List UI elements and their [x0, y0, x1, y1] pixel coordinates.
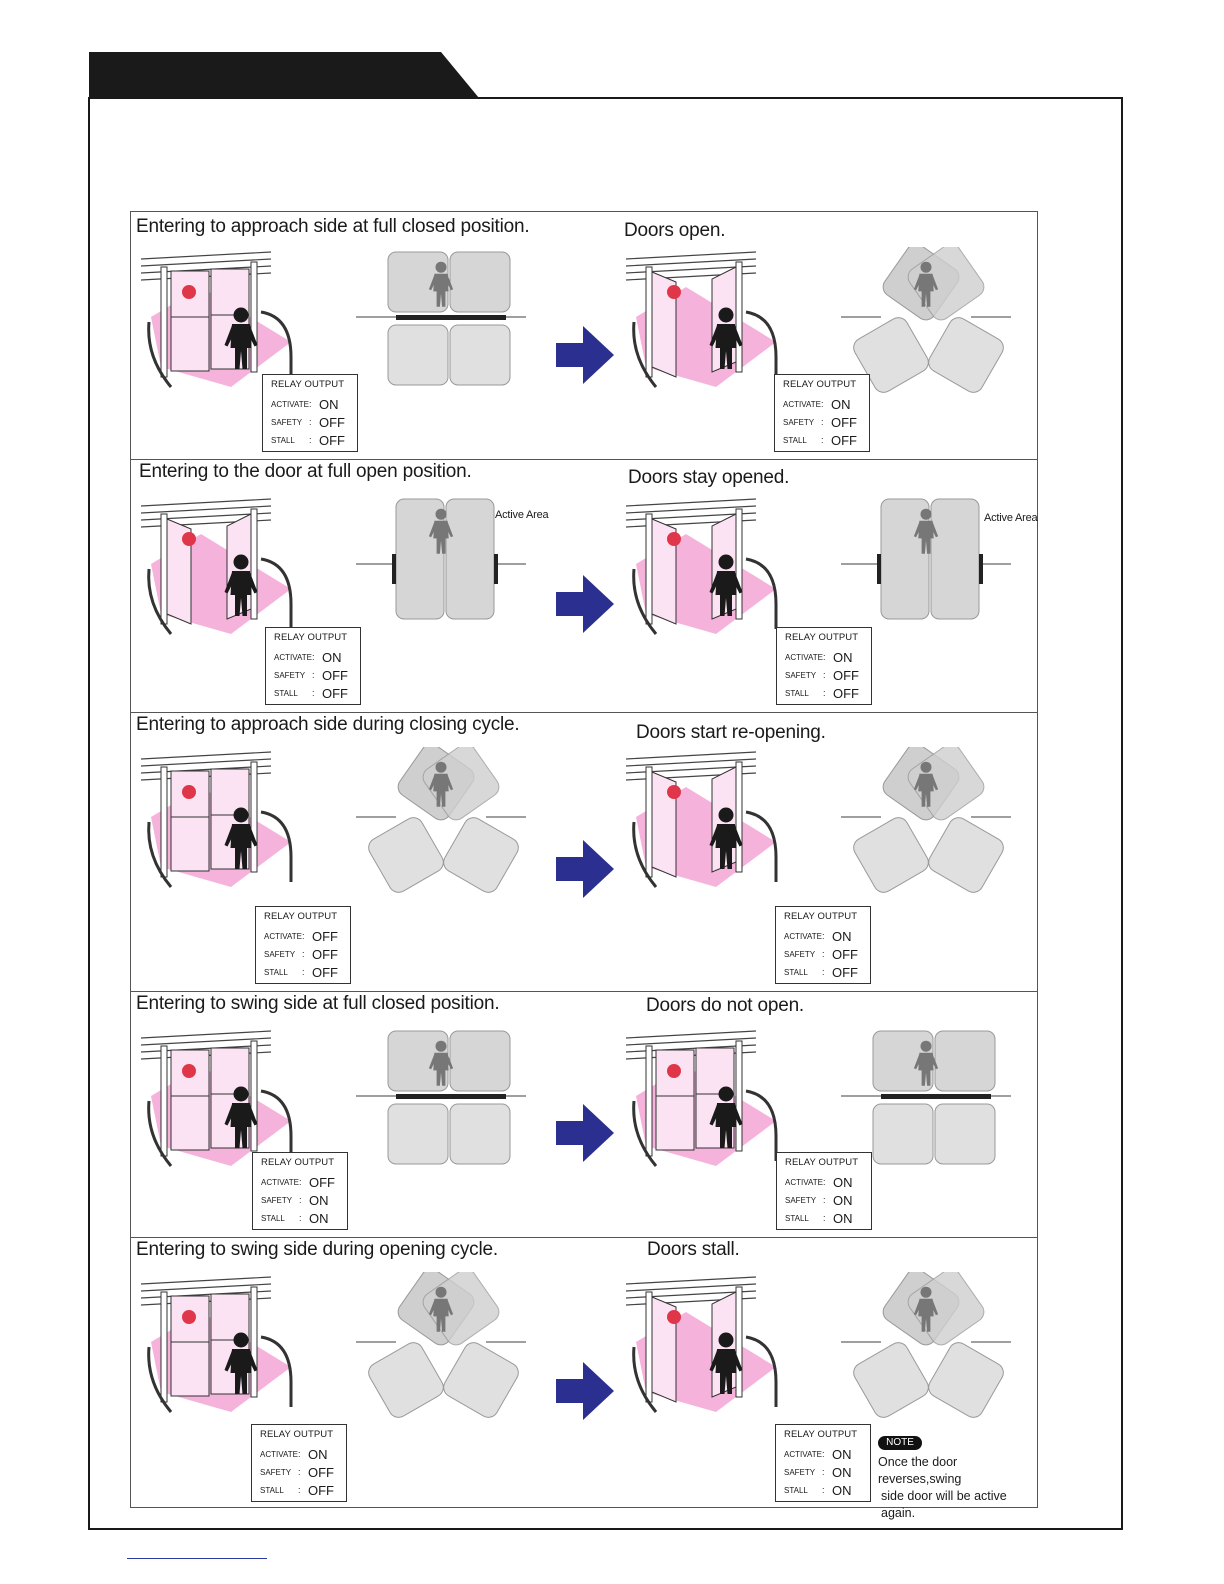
relay-value: ON	[832, 1465, 852, 1480]
relay-value: OFF	[312, 947, 338, 962]
relay-value: OFF	[322, 686, 348, 701]
relay-value: ON	[832, 1447, 852, 1462]
right-caption: Doors stall.	[647, 1239, 740, 1260]
right-caption: Doors open.	[624, 220, 726, 241]
active-area-label: Active Area	[984, 512, 1038, 524]
relay-label: ACTIVATE	[783, 400, 821, 409]
relay-value: ON	[833, 1175, 853, 1190]
relay-output-box	[265, 627, 361, 705]
relay-label: STALL	[785, 689, 809, 698]
scenario-row	[131, 459, 1037, 712]
relay-value: OFF	[319, 415, 345, 430]
row-divider	[131, 991, 1037, 992]
note-line-1: Once the door reverses,swing	[878, 1455, 962, 1486]
relay-output-title: RELAY OUTPUT	[784, 911, 858, 922]
right-arrow-icon	[556, 326, 614, 384]
relay-output-box	[775, 1424, 871, 1502]
relay-label: ACTIVATE	[784, 1450, 822, 1459]
relay-output-title: RELAY OUTPUT	[261, 1157, 335, 1168]
right-caption: Doors stay opened.	[628, 467, 790, 488]
relay-label: SAFETY	[785, 671, 817, 680]
relay-colon: :	[312, 688, 315, 698]
relay-value: OFF	[832, 965, 858, 980]
relay-output-box	[776, 1152, 872, 1230]
relay-output-title: RELAY OUTPUT	[260, 1429, 334, 1440]
relay-colon: :	[822, 949, 825, 959]
relay-value: OFF	[312, 965, 338, 980]
relay-colon: :	[299, 1213, 302, 1223]
relay-colon: :	[823, 688, 826, 698]
relay-colon: :	[822, 931, 825, 941]
relay-colon: :	[299, 1195, 302, 1205]
relay-colon: :	[309, 399, 312, 409]
relay-colon: :	[309, 435, 312, 445]
relay-value: ON	[833, 650, 853, 665]
row-divider	[131, 1237, 1037, 1238]
left-caption: Entering to swing side at full closed position.	[136, 993, 500, 1014]
row-divider	[131, 712, 1037, 713]
relay-value: ON	[319, 397, 339, 412]
relay-label: STALL	[274, 689, 298, 698]
relay-value: OFF	[309, 1175, 335, 1190]
relay-colon: :	[822, 1485, 825, 1495]
relay-colon: :	[309, 417, 312, 427]
note-badge: NOTE	[878, 1436, 922, 1450]
relay-label: SAFETY	[783, 418, 815, 427]
relay-output-title: RELAY OUTPUT	[784, 1429, 858, 1440]
row-divider	[131, 459, 1037, 460]
note-line-2: side door will be active again.	[881, 1489, 1007, 1520]
door-perspective-illustration	[626, 494, 786, 644]
relay-label: ACTIVATE	[260, 1450, 298, 1459]
relay-colon: :	[821, 435, 824, 445]
relay-value: ON	[833, 1211, 853, 1226]
relay-label: STALL	[271, 436, 295, 445]
right-arrow-icon	[556, 1362, 614, 1420]
relay-label: SAFETY	[785, 1196, 817, 1205]
door-plan-diagram	[356, 747, 526, 897]
relay-colon: :	[822, 1449, 825, 1459]
relay-colon: :	[823, 670, 826, 680]
relay-colon: :	[822, 967, 825, 977]
scenario-panel	[130, 211, 1038, 1508]
left-caption: Entering to the door at full open position.	[139, 461, 472, 482]
relay-colon: :	[821, 399, 824, 409]
relay-value: OFF	[833, 668, 859, 683]
relay-label: SAFETY	[260, 1468, 292, 1477]
relay-label: ACTIVATE	[261, 1178, 299, 1187]
relay-label: SAFETY	[784, 950, 816, 959]
relay-output-box	[252, 1152, 348, 1230]
relay-colon: :	[823, 652, 826, 662]
relay-value: ON	[831, 397, 851, 412]
relay-label: SAFETY	[264, 950, 296, 959]
relay-label: STALL	[784, 1486, 808, 1495]
relay-label: ACTIVATE	[785, 1178, 823, 1187]
header-tab-bar	[89, 52, 479, 98]
relay-value: ON	[309, 1211, 329, 1226]
door-plan-diagram	[841, 747, 1011, 897]
relay-value: OFF	[308, 1465, 334, 1480]
relay-label: SAFETY	[261, 1196, 293, 1205]
relay-label: STALL	[264, 968, 288, 977]
relay-label: ACTIVATE	[274, 653, 312, 662]
door-perspective-illustration	[141, 747, 301, 897]
right-arrow-icon	[556, 1104, 614, 1162]
relay-value: OFF	[832, 947, 858, 962]
relay-colon: :	[312, 652, 315, 662]
relay-colon: :	[821, 417, 824, 427]
relay-value: ON	[833, 1193, 853, 1208]
relay-output-title: RELAY OUTPUT	[785, 632, 859, 643]
relay-colon: :	[823, 1195, 826, 1205]
relay-output-box	[775, 906, 871, 984]
relay-label: SAFETY	[274, 671, 306, 680]
relay-value: OFF	[322, 668, 348, 683]
relay-output-box	[255, 906, 351, 984]
relay-value: OFF	[308, 1483, 334, 1498]
door-perspective-illustration	[141, 494, 301, 644]
relay-label: STALL	[261, 1214, 285, 1223]
relay-value: OFF	[831, 433, 857, 448]
relay-value: ON	[322, 650, 342, 665]
relay-label: ACTIVATE	[785, 653, 823, 662]
scenario-row	[131, 212, 1037, 459]
relay-colon: :	[822, 1467, 825, 1477]
footer-rule	[127, 1558, 267, 1559]
door-plan-diagram	[841, 1272, 1011, 1422]
relay-colon: :	[298, 1467, 301, 1477]
door-perspective-illustration	[626, 247, 786, 397]
relay-output-title: RELAY OUTPUT	[271, 379, 345, 390]
door-plan-diagram	[356, 1272, 526, 1422]
door-perspective-illustration	[626, 747, 786, 897]
relay-colon: :	[823, 1177, 826, 1187]
door-perspective-illustration	[141, 1272, 301, 1422]
relay-colon: :	[312, 670, 315, 680]
relay-value: ON	[832, 929, 852, 944]
relay-colon: :	[299, 1177, 302, 1187]
relay-label: SAFETY	[271, 418, 303, 427]
relay-output-title: RELAY OUTPUT	[785, 1157, 859, 1168]
relay-label: STALL	[785, 1214, 809, 1223]
relay-colon: :	[298, 1485, 301, 1495]
relay-value: OFF	[831, 415, 857, 430]
relay-label: ACTIVATE	[271, 400, 309, 409]
relay-output-title: RELAY OUTPUT	[264, 911, 338, 922]
relay-value: OFF	[833, 686, 859, 701]
scenario-row	[131, 991, 1037, 1237]
relay-colon: :	[823, 1213, 826, 1223]
relay-value: OFF	[312, 929, 338, 944]
right-arrow-icon	[556, 840, 614, 898]
right-caption: Doors do not open.	[646, 995, 805, 1016]
relay-colon: :	[302, 949, 305, 959]
door-plan-diagram	[356, 1026, 526, 1176]
relay-label: SAFETY	[784, 1468, 816, 1477]
relay-output-box	[776, 627, 872, 705]
relay-colon: :	[302, 931, 305, 941]
relay-value: ON	[832, 1483, 852, 1498]
relay-colon: :	[302, 967, 305, 977]
door-perspective-illustration	[626, 1026, 786, 1176]
relay-output-box	[262, 374, 358, 452]
note-text	[878, 1454, 1038, 1522]
relay-colon: :	[298, 1449, 301, 1459]
relay-label: STALL	[784, 968, 808, 977]
right-caption: Doors start re-opening.	[636, 722, 826, 743]
right-arrow-icon	[556, 575, 614, 633]
door-perspective-illustration	[626, 1272, 786, 1422]
active-area-label: Active Area	[495, 509, 549, 521]
relay-output-title: RELAY OUTPUT	[783, 379, 857, 390]
left-caption: Entering to approach side at full closed position.	[136, 216, 530, 237]
relay-label: ACTIVATE	[784, 932, 822, 941]
left-caption: Entering to swing side during opening cycle.	[136, 1239, 498, 1260]
left-caption: Entering to approach side during closing cycle.	[136, 714, 520, 735]
scenario-row	[131, 712, 1037, 991]
door-plan-diagram	[356, 247, 526, 397]
relay-label: ACTIVATE	[264, 932, 302, 941]
relay-output-title: RELAY OUTPUT	[274, 632, 348, 643]
relay-output-box	[251, 1424, 347, 1502]
relay-value: OFF	[319, 433, 345, 448]
relay-label: STALL	[783, 436, 807, 445]
relay-value: ON	[309, 1193, 329, 1208]
relay-output-box	[774, 374, 870, 452]
relay-label: STALL	[260, 1486, 284, 1495]
relay-value: ON	[308, 1447, 328, 1462]
